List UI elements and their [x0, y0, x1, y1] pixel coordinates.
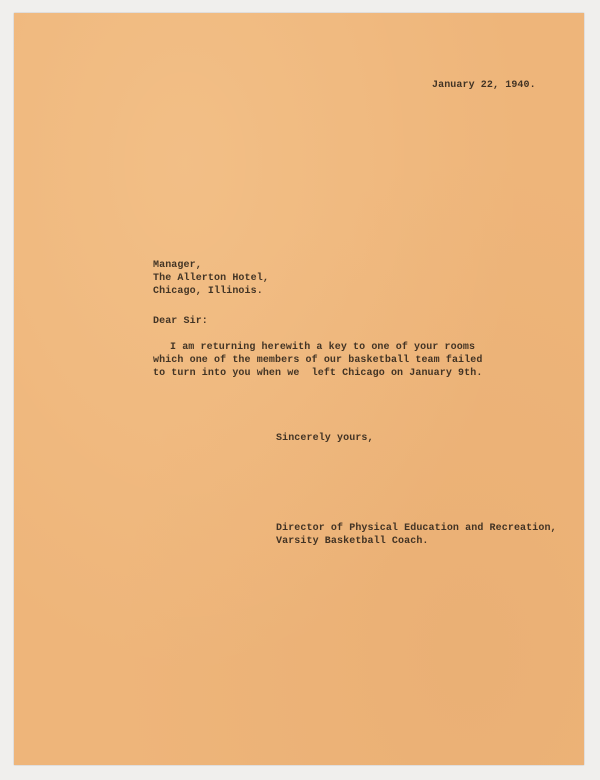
recipient-line: Manager, [153, 260, 202, 271]
salutation: Dear Sir: [153, 316, 208, 327]
letter-date: January 22, 1940. [432, 80, 536, 91]
recipient-line: Chicago, Illinois. [153, 286, 263, 297]
body-line: to turn into you when we left Chicago on January 9th. [153, 368, 483, 379]
body-line: which one of the members of our basketball team failed [153, 355, 483, 366]
letter-page [14, 13, 584, 765]
signature-title: Director of Physical Education and Recreation, [276, 523, 557, 534]
signature-title: Varsity Basketball Coach. [276, 536, 429, 547]
closing: Sincerely yours, [276, 433, 374, 444]
recipient-line: The Allerton Hotel, [153, 273, 269, 284]
body-line: I am returning herewith a key to one of your rooms [170, 342, 476, 353]
